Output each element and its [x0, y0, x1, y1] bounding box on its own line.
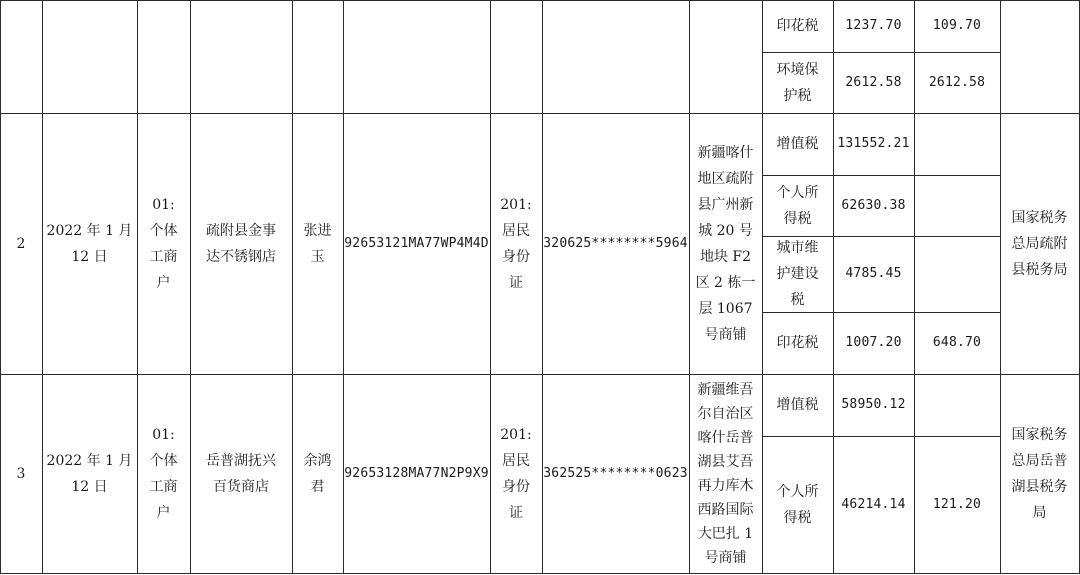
credit-code-cell	[343, 113, 490, 374]
amount-value: 1237.70	[845, 18, 902, 33]
tax-type: 印花税	[776, 335, 819, 351]
category-value: 01: 个体 工商 户	[149, 196, 178, 291]
index-cell	[0, 113, 42, 374]
id-number-cell	[542, 113, 689, 374]
paid-cell	[914, 374, 1000, 436]
date-cell	[42, 374, 137, 573]
amount-value: 58950.12	[841, 397, 906, 412]
id-type: 201: 居民 身份 证	[500, 426, 532, 521]
index-cell	[0, 374, 42, 573]
id-type: 201: 居民 身份 证	[500, 196, 532, 291]
amount-cell	[833, 0, 914, 52]
id-type-cell	[490, 113, 542, 374]
paid-value: 648.70	[932, 335, 982, 350]
business-name-cell	[190, 113, 292, 374]
paid-cell	[914, 0, 1000, 52]
address-value: 新疆喀什 地区疏附 县广州新 城 20 号 地块 F2 区 2 栋一 层 1067 号商铺	[695, 144, 756, 343]
credit-code: 92653128MA77N2P9X9	[344, 465, 489, 481]
id-number: 320625********5964	[543, 235, 688, 251]
paid-value: 121.20	[932, 496, 982, 512]
person-cell	[292, 113, 343, 374]
tax-type-cell	[762, 175, 833, 236]
address-cell	[689, 374, 762, 573]
id-number: 362525********0623	[543, 465, 688, 481]
amount-cell	[833, 374, 914, 436]
tax-type: 增值税	[776, 136, 819, 152]
amount-cell	[833, 312, 914, 374]
amount-value: 62630.38	[841, 197, 906, 213]
paid-value: 2612.58	[928, 74, 986, 90]
tax-type-cell	[762, 312, 833, 374]
tax-type-cell	[762, 436, 833, 573]
tax-type-cell	[762, 0, 833, 52]
paid-cell	[914, 113, 1000, 175]
id-type-cell	[490, 374, 542, 573]
amount-value: 1007.20	[845, 335, 902, 350]
category-value: 01: 个体 工商 户	[149, 426, 178, 521]
date-value: 2022 年 1 月 12 日	[46, 222, 133, 265]
tax-authority: 国家税务 总局疏附 县税务局	[1011, 209, 1068, 278]
business-name: 岳普湖抚兴 百货商店	[206, 452, 276, 495]
row-index: 2	[16, 235, 26, 252]
person-name: 张进 玉	[303, 222, 332, 265]
date-value: 2022 年 1 月 12 日	[46, 452, 133, 495]
tax-type: 城市维 护建设 税	[776, 240, 819, 308]
row-index: 3	[16, 465, 26, 482]
address-value: 新疆维吾 尔自治区 喀什岳普 湖县艾吾 再力库木 西路国际 大巴扎 1 号商铺	[697, 381, 754, 566]
amount-value: 4785.45	[845, 266, 902, 281]
amount-cell	[833, 52, 914, 113]
tax-type: 环境保 护税	[776, 61, 819, 104]
category-cell	[137, 113, 190, 374]
tax-type-cell	[762, 52, 833, 113]
tax-authority-cell	[1000, 374, 1079, 573]
tax-authority-cell	[1000, 113, 1079, 374]
amount-value: 46214.14	[841, 496, 906, 512]
business-name: 疏附县金事 达不锈钢店	[206, 222, 276, 265]
paid-cell	[914, 436, 1000, 573]
tax-type-cell	[762, 236, 833, 312]
paid-cell	[914, 175, 1000, 236]
person-name: 余鸿 君	[303, 452, 332, 495]
credit-code-cell	[343, 374, 490, 573]
id-number-cell	[542, 374, 689, 573]
tax-type-cell	[762, 113, 833, 175]
paid-cell	[914, 52, 1000, 113]
tax-type-cell	[762, 374, 833, 436]
credit-code: 92653121MA77WP4M4D	[344, 235, 489, 251]
amount-cell	[833, 175, 914, 236]
amount-value: 131552.21	[837, 136, 910, 151]
business-name-cell	[190, 374, 292, 573]
tax-type: 增值税	[776, 397, 819, 413]
amount-cell	[833, 236, 914, 312]
amount-value: 2612.58	[845, 74, 902, 90]
paid-value: 109.70	[932, 18, 982, 33]
tax-type: 个人所 得税	[776, 483, 819, 526]
category-cell	[137, 374, 190, 573]
date-cell	[42, 113, 137, 374]
person-cell	[292, 374, 343, 573]
amount-cell	[833, 436, 914, 573]
row-divider	[0, 573, 1080, 574]
tax-type: 个人所 得税	[776, 184, 819, 227]
paid-cell	[914, 312, 1000, 374]
tax-authority: 国家税务 总局岳普 湖县税务 局	[1011, 426, 1068, 521]
address-cell	[689, 113, 762, 374]
tax-type: 印花税	[776, 18, 819, 34]
paid-cell	[914, 236, 1000, 312]
amount-cell	[833, 113, 914, 175]
